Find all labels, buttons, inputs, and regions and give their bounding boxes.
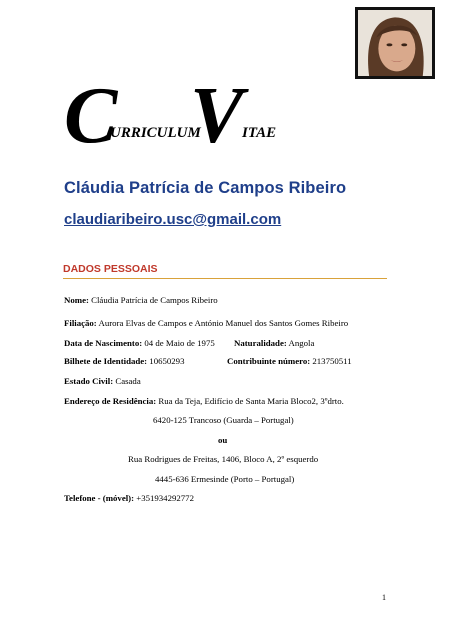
telefone-value: +351934292772 <box>134 493 194 503</box>
bi-value: 10650293 <box>147 356 185 366</box>
title-initial-c: C <box>64 72 118 160</box>
or-separator: ou <box>218 435 228 445</box>
estado-value: Casada <box>113 376 141 386</box>
bi-line <box>64 356 184 367</box>
naturalidade-line <box>234 338 314 349</box>
nascimento-label: Data de Nascimento: <box>64 338 143 348</box>
nome-line <box>64 295 218 306</box>
contribuinte-value: 213750511 <box>310 356 352 366</box>
nascimento-line <box>64 338 215 349</box>
endereco-line <box>64 396 344 407</box>
nascimento-value: 04 de Maio de 1975 <box>142 338 215 348</box>
person-name: Cláudia Patrícia de Campos Ribeiro <box>64 179 347 197</box>
endereco-label: Endereço de Residência: <box>64 396 157 406</box>
portrait-photo <box>355 7 435 79</box>
bi-label: Bilhete de Identidade: <box>64 356 148 366</box>
naturalidade-value: Angola <box>286 338 315 348</box>
alt-address-line-2: 4445-636 Ermesinde (Porto – Portugal) <box>155 474 295 484</box>
email-link[interactable]: claudiaribeiro.usc@gmail.com <box>64 211 282 228</box>
title-word-itae: ITAE <box>242 125 277 141</box>
nome-label: Nome: <box>64 295 89 305</box>
filiacao-line <box>64 318 348 329</box>
title-word-urriculum: URRICULUM <box>110 125 201 141</box>
alt-address-line-1: Rua Rodrigues de Freitas, 1406, Bloco A, 2º esquerdo <box>128 454 319 464</box>
telefone-line <box>64 493 194 504</box>
endereco-value: Rua da Teja, Edifício de Santa Maria Bloco2, 3ºdrto. <box>156 396 344 406</box>
contribuinte-label: Contribuinte número: <box>227 356 311 366</box>
filiacao-label: Filiação: <box>64 318 97 328</box>
telefone-label: Telefone - (móvel): <box>64 493 135 503</box>
section-title: DADOS PESSOAIS <box>63 263 387 279</box>
title-initial-v: V <box>190 72 244 160</box>
cv-title <box>64 72 424 160</box>
contribuinte-line <box>227 356 352 367</box>
naturalidade-label: Naturalidade: <box>234 338 287 348</box>
estado-label: Estado Civil: <box>64 376 114 386</box>
filiacao-value: Aurora Elvas de Campos e António Manuel dos Santos Gomes Ribeiro <box>96 318 349 328</box>
page-number: 1 <box>382 593 386 602</box>
estado-line <box>64 376 141 387</box>
nome-value: Cláudia Patrícia de Campos Ribeiro <box>88 295 218 305</box>
endereco-line-2: 6420-125 Trancoso (Guarda – Portugal) <box>153 415 294 425</box>
